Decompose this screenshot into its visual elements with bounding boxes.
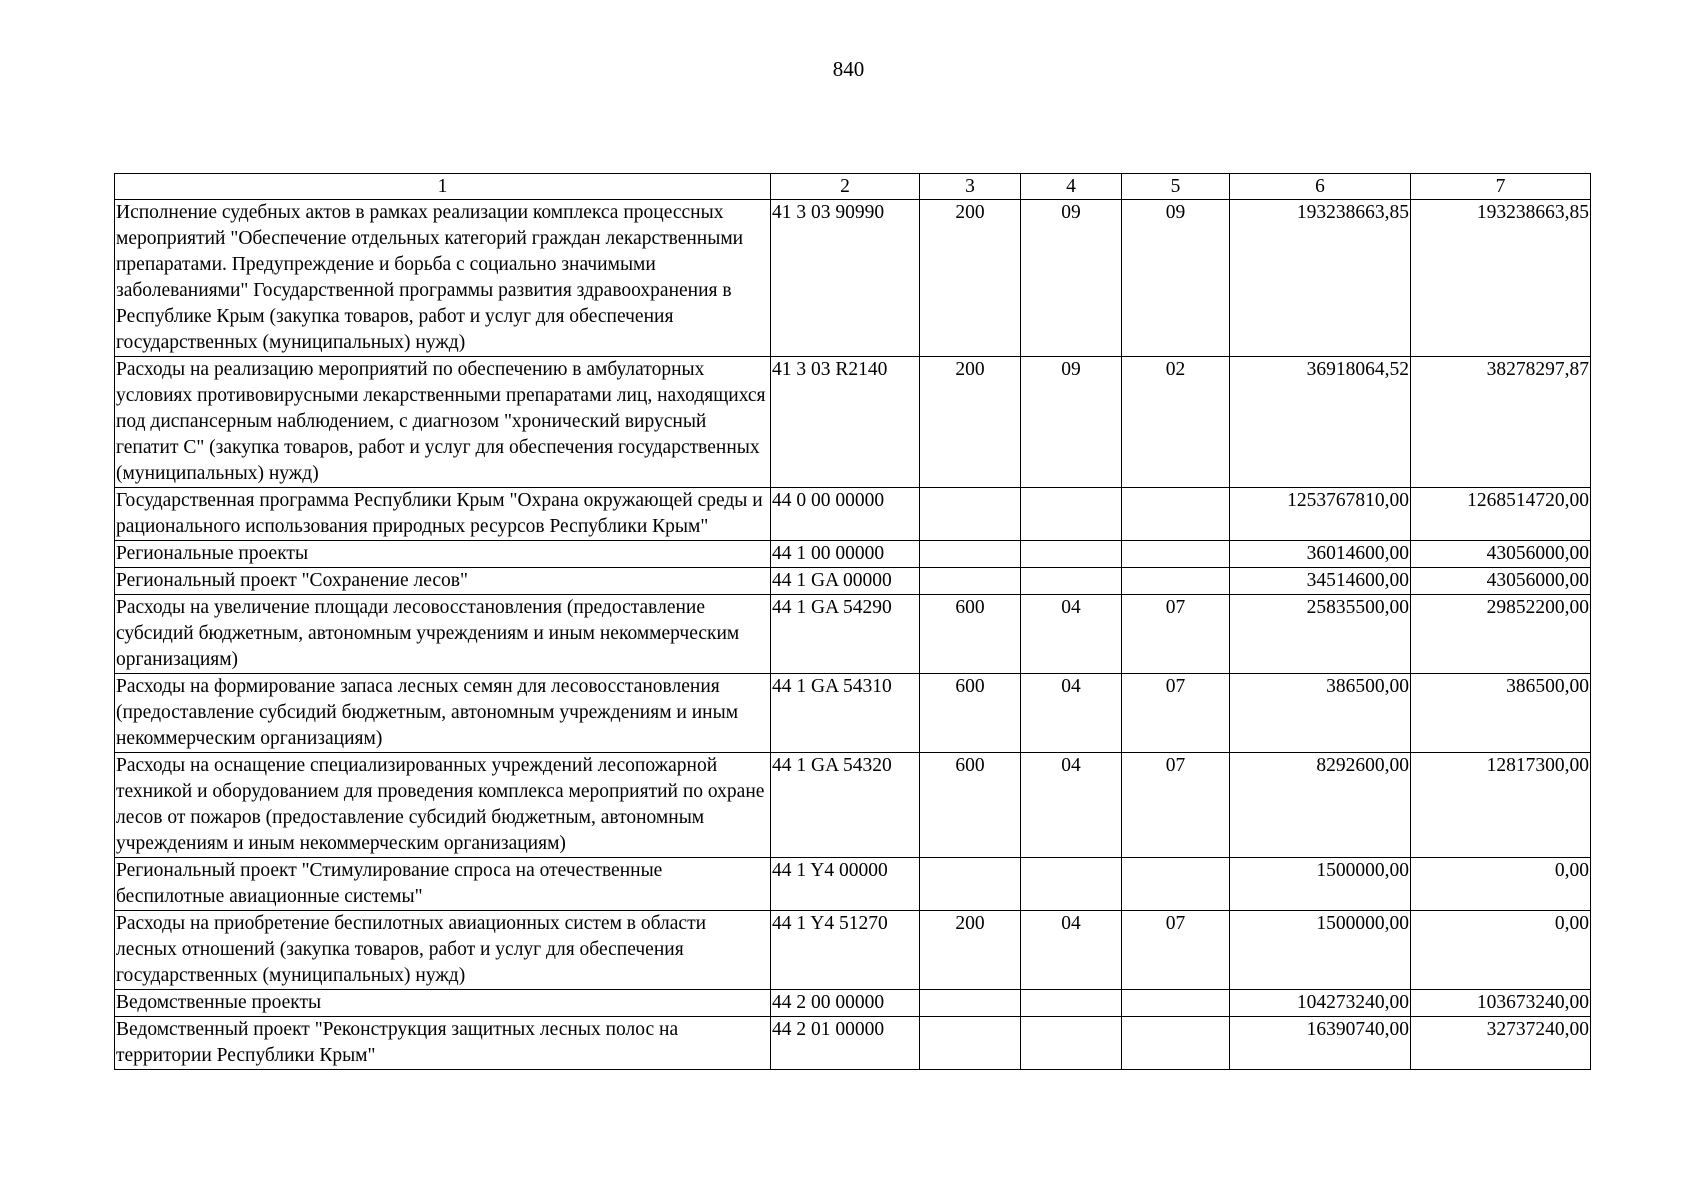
row-amount-col7-cell: 29852200,00 [1411, 595, 1591, 674]
row-amount-col7-cell: 386500,00 [1411, 674, 1591, 753]
row-code-cell: 44 1 Y4 00000 [771, 858, 920, 911]
row-amount-col6-cell: 25835500,00 [1230, 595, 1411, 674]
row-col3-cell [920, 858, 1021, 911]
row-col5-cell: 07 [1122, 911, 1230, 990]
table-row [115, 674, 1591, 753]
row-name-cell: Региональный проект "Сохранение лесов" [115, 568, 771, 595]
row-name-cell: Государственная программа Республики Крым "Охрана окружающей среды и рационального использования природных ресурсов Республики Крым" [115, 488, 771, 541]
row-code-cell: 41 3 03 90990 [771, 200, 920, 357]
row-col4-cell [1021, 990, 1122, 1017]
row-amount-col7-cell: 43056000,00 [1411, 541, 1591, 568]
column-header: 5 [1122, 174, 1230, 200]
row-amount-col6-cell: 16390740,00 [1230, 1017, 1411, 1070]
row-amount-col6-cell: 1500000,00 [1230, 858, 1411, 911]
row-col4-cell [1021, 488, 1122, 541]
row-col5-cell: 07 [1122, 674, 1230, 753]
column-header: 3 [920, 174, 1021, 200]
row-amount-col7-cell: 0,00 [1411, 911, 1591, 990]
table-row [115, 200, 1591, 357]
row-col5-cell: 07 [1122, 595, 1230, 674]
page-number: 840 [832, 57, 865, 81]
row-col5-cell [1122, 568, 1230, 595]
row-name-cell: Расходы на увеличение площади лесовосстановления (предоставление субсидий бюджетным, автономным учреждениям и иным некоммерческим организациям) [115, 595, 771, 674]
table-row [115, 753, 1591, 858]
row-amount-col6-cell: 104273240,00 [1230, 990, 1411, 1017]
row-col4-cell: 09 [1021, 357, 1122, 488]
column-header: 7 [1411, 174, 1591, 200]
row-amount-col6-cell: 8292600,00 [1230, 753, 1411, 858]
row-col3-cell: 200 [920, 911, 1021, 990]
row-col4-cell: 04 [1021, 911, 1122, 990]
column-header: 4 [1021, 174, 1122, 200]
row-col4-cell [1021, 858, 1122, 911]
row-amount-col7-cell: 193238663,85 [1411, 200, 1591, 357]
table-row [115, 488, 1591, 541]
table-row [115, 858, 1591, 911]
row-col5-cell [1122, 488, 1230, 541]
row-col3-cell: 600 [920, 674, 1021, 753]
row-amount-col6-cell: 34514600,00 [1230, 568, 1411, 595]
row-name-cell: Расходы на приобретение беспилотных авиационных систем в области лесных отношений (закупка товаров, работ и услуг для обеспечения государственных (муниципальных) нужд) [115, 911, 771, 990]
row-code-cell: 44 1 00 00000 [771, 541, 920, 568]
row-code-cell: 41 3 03 R2140 [771, 357, 920, 488]
row-amount-col6-cell: 386500,00 [1230, 674, 1411, 753]
row-col4-cell [1021, 568, 1122, 595]
row-amount-col7-cell: 1268514720,00 [1411, 488, 1591, 541]
row-code-cell: 44 2 00 00000 [771, 990, 920, 1017]
row-name-cell: Региональный проект "Стимулирование спроса на отечественные беспилотные авиационные системы" [115, 858, 771, 911]
table-row [115, 990, 1591, 1017]
budget-table [114, 173, 1591, 1070]
row-code-cell: 44 1 GA 00000 [771, 568, 920, 595]
row-code-cell: 44 2 01 00000 [771, 1017, 920, 1070]
row-col4-cell [1021, 1017, 1122, 1070]
column-header: 6 [1230, 174, 1411, 200]
row-col3-cell [920, 990, 1021, 1017]
row-col4-cell [1021, 541, 1122, 568]
row-code-cell: 44 1 GA 54290 [771, 595, 920, 674]
row-col3-cell [920, 1017, 1021, 1070]
row-amount-col6-cell: 193238663,85 [1230, 200, 1411, 357]
row-col4-cell: 09 [1021, 200, 1122, 357]
table-row [115, 541, 1591, 568]
table-row [115, 568, 1591, 595]
row-col5-cell: 07 [1122, 753, 1230, 858]
row-name-cell: Расходы на реализацию мероприятий по обеспечению в амбулаторных условиях противовирусными лекарственными препаратами лиц, находящихся под диспансерным наблюдением, с диагнозом "хронический вирусный гепатит С" (закупка товаров, работ и услуг для обеспечения государственных (муниципальных) нужд) [115, 357, 771, 488]
row-name-cell: Ведомственный проект "Реконструкция защитных лесных полос на территории Республики Крым" [115, 1017, 771, 1070]
row-name-cell: Исполнение судебных актов в рамках реализации комплекса процессных мероприятий "Обеспечение отдельных категорий граждан лекарственными препаратами. Предупреждение и борьба с социально значимыми заболеваниями" Государственной программы развития здравоохранения в Республике Крым (закупка товаров, работ и услуг для обеспечения государственных (муниципальных) нужд) [115, 200, 771, 357]
row-amount-col6-cell: 36918064,52 [1230, 357, 1411, 488]
row-amount-col6-cell: 1500000,00 [1230, 911, 1411, 990]
row-col5-cell [1122, 541, 1230, 568]
row-code-cell: 44 1 Y4 51270 [771, 911, 920, 990]
row-col4-cell: 04 [1021, 753, 1122, 858]
row-amount-col7-cell: 103673240,00 [1411, 990, 1591, 1017]
row-col3-cell [920, 568, 1021, 595]
row-code-cell: 44 0 00 00000 [771, 488, 920, 541]
row-col3-cell: 200 [920, 357, 1021, 488]
row-col4-cell: 04 [1021, 674, 1122, 753]
row-name-cell: Ведомственные проекты [115, 990, 771, 1017]
row-col5-cell [1122, 858, 1230, 911]
table-row [115, 357, 1591, 488]
row-amount-col7-cell: 0,00 [1411, 858, 1591, 911]
table-row [115, 911, 1591, 990]
row-col5-cell: 02 [1122, 357, 1230, 488]
row-col5-cell: 09 [1122, 200, 1230, 357]
row-amount-col7-cell: 12817300,00 [1411, 753, 1591, 858]
row-code-cell: 44 1 GA 54310 [771, 674, 920, 753]
row-amount-col6-cell: 1253767810,00 [1230, 488, 1411, 541]
row-code-cell: 44 1 GA 54320 [771, 753, 920, 858]
row-col3-cell: 600 [920, 595, 1021, 674]
row-amount-col7-cell: 43056000,00 [1411, 568, 1591, 595]
column-header: 1 [115, 174, 771, 200]
row-col5-cell [1122, 990, 1230, 1017]
row-col5-cell [1122, 1017, 1230, 1070]
row-name-cell: Региональные проекты [115, 541, 771, 568]
row-col3-cell [920, 541, 1021, 568]
row-amount-col7-cell: 32737240,00 [1411, 1017, 1591, 1070]
row-amount-col7-cell: 38278297,87 [1411, 357, 1591, 488]
row-name-cell: Расходы на формирование запаса лесных семян для лесовосстановления (предоставление субсидий бюджетным, автономным учреждениям и иным некоммерческим организациям) [115, 674, 771, 753]
table-row [115, 1017, 1591, 1070]
row-amount-col6-cell: 36014600,00 [1230, 541, 1411, 568]
header-row [115, 174, 1591, 200]
row-col4-cell: 04 [1021, 595, 1122, 674]
row-col3-cell [920, 488, 1021, 541]
row-name-cell: Расходы на оснащение специализированных учреждений лесопожарной техникой и оборудованием для проведения комплекса мероприятий по охране лесов от пожаров (предоставление субсидий бюджетным, автономным учреждениям и иным некоммерческим организациям) [115, 753, 771, 858]
row-col3-cell: 600 [920, 753, 1021, 858]
row-col3-cell: 200 [920, 200, 1021, 357]
table-row [115, 595, 1591, 674]
column-header: 2 [771, 174, 920, 200]
table-body [115, 200, 1591, 1070]
